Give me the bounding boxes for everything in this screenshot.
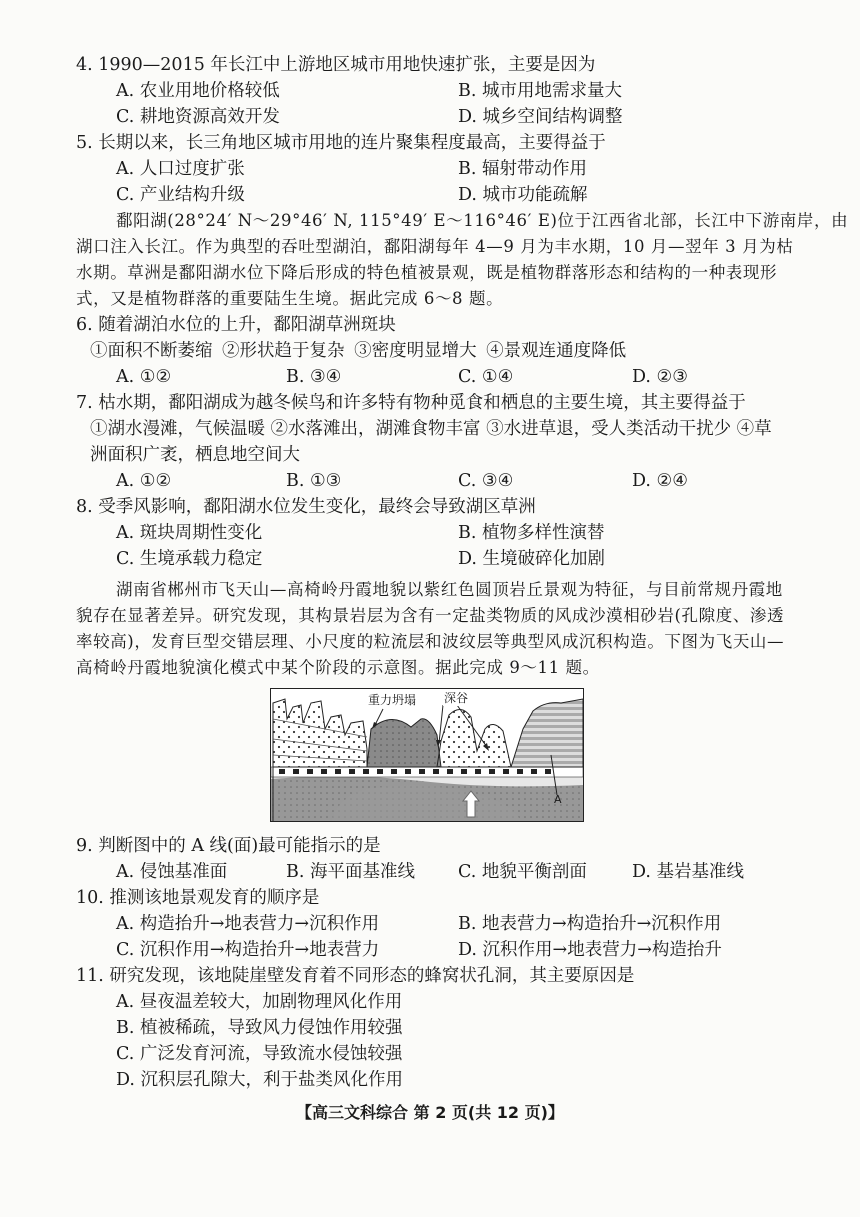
q6-option-a[interactable]: A. ①② (116, 367, 172, 387)
q6-items: ①面积不断萎缩 ②形状趋于复杂 ③密度明显增大 ④景观连通度降低 (90, 341, 627, 361)
q10-stem: 10. 推测该地景观发育的顺序是 (76, 888, 320, 908)
q11-option-a[interactable]: A. 昼夜温差较大，加剧物理风化作用 (116, 992, 403, 1012)
q11-option-d[interactable]: D. 沉积层孔隙大，利于盐类风化作用 (116, 1070, 404, 1090)
passage2-line: 貌存在显著差异。研究发现，其构景岩层为含有一定盐类物质的风成沙漠相砂岩(孔隙度、渗透 (76, 606, 785, 625)
q6-option-d[interactable]: D. ②③ (632, 367, 688, 387)
landform-cross-section-drawing (271, 689, 583, 821)
danxia-landform-diagram (270, 688, 584, 822)
q7-option-c[interactable]: C. ③④ (458, 471, 514, 491)
page-footer: 【高三文科综合 第 2 页(共 12 页)】 (296, 1103, 564, 1122)
q4-option-d[interactable]: D. 城乡空间结构调整 (458, 107, 623, 127)
q9-option-c[interactable]: C. 地貌平衡剖面 (458, 862, 587, 882)
q5-option-c[interactable]: C. 产业结构升级 (116, 185, 245, 205)
passage2-line: 湖南省郴州市飞天山—高椅岭丹霞地貌以紫红色圆顶岩丘景观为特征，与目前常规丹霞地 (116, 580, 783, 599)
q7-option-d[interactable]: D. ②④ (632, 471, 688, 491)
q5-stem: 5. 长期以来，长三角地区城市用地的连片聚集程度最高，主要得益于 (76, 133, 606, 153)
label-line-a: A (554, 793, 562, 806)
passage1-line: 水期。草洲是鄱阳湖水位下降后形成的特色植被景观，既是植物群落形态和结构的一种表现形 (76, 263, 778, 282)
q9-option-d[interactable]: D. 基岩基准线 (632, 862, 745, 882)
q7-option-b[interactable]: B. ①③ (286, 471, 342, 491)
passage2-line: 率较高)，发育巨型交错层理、小尺度的粒流层和波纹层等典型风成沉积构造。下图为飞天山— (76, 632, 785, 651)
q8-option-d[interactable]: D. 生境破碎化加剧 (458, 549, 606, 569)
q11-option-c[interactable]: C. 广泛发育河流，导致流水侵蚀较强 (116, 1044, 403, 1064)
q4-option-b[interactable]: B. 城市用地需求量大 (458, 81, 622, 101)
q10-option-a[interactable]: A. 构造抬升→地表营力→沉积作用 (116, 914, 380, 934)
q4-option-a[interactable]: A. 农业用地价格较低 (116, 81, 280, 101)
q4-option-c[interactable]: C. 耕地资源高效开发 (116, 107, 280, 127)
passage1-line: 湖口注入长江。作为典型的吞吐型湖泊，鄱阳湖每年 4—9 月为丰水期，10 月—翌年 3 月为枯 (76, 237, 794, 256)
passage1-line: 式，又是植物群落的重要陆生生境。据此完成 6～8 题。 (76, 289, 504, 308)
q7-option-a[interactable]: A. ①② (116, 471, 172, 491)
label-deep-valley: 深谷 (444, 691, 469, 705)
q4-stem: 4. 1990—2015 年长江中上游地区城市用地快速扩张，主要是因为 (76, 55, 596, 75)
q11-stem: 11. 研究发现，该地陡崖壁发育着不同形态的蜂窝状孔洞，其主要原因是 (76, 966, 635, 986)
q11-option-b[interactable]: B. 植被稀疏，导致风力侵蚀作用较强 (116, 1018, 403, 1038)
passage2-line: 高椅岭丹霞地貌演化模式中某个阶段的示意图。据此完成 9～11 题。 (76, 658, 600, 677)
q7-items-line2: 洲面积广袤，栖息地空间大 (90, 445, 300, 465)
q6-option-c[interactable]: C. ①④ (458, 367, 514, 387)
q8-stem: 8. 受季风影响，鄱阳湖水位发生变化，最终会导致湖区草洲 (76, 497, 536, 517)
q5-option-b[interactable]: B. 辐射带动作用 (458, 159, 587, 179)
q6-stem: 6. 随着湖泊水位的上升，鄱阳湖草洲斑块 (76, 315, 396, 335)
q9-option-b[interactable]: B. 海平面基准线 (286, 862, 415, 882)
passage1-line: 鄱阳湖(28°24′ N～29°46′ N, 115°49′ E～116°46′ E)位于江西省北部，长江中下游南岸，由 (116, 211, 849, 230)
q10-option-c[interactable]: C. 沉积作用→构造抬升→地表营力 (116, 940, 380, 960)
q5-option-a[interactable]: A. 人口过度扩张 (116, 159, 245, 179)
q8-option-a[interactable]: A. 斑块周期性变化 (116, 523, 263, 543)
q9-option-a[interactable]: A. 侵蚀基准面 (116, 862, 228, 882)
q10-option-d[interactable]: D. 沉积作用→地表营力→构造抬升 (458, 940, 722, 960)
q8-option-b[interactable]: B. 植物多样性演替 (458, 523, 605, 543)
q10-option-b[interactable]: B. 地表营力→构造抬升→沉积作用 (458, 914, 722, 934)
q6-option-b[interactable]: B. ③④ (286, 367, 342, 387)
q7-items-line1: ①湖水漫滩，气候温暖 ②水落滩出，湖滩食物丰富 ③水进草退，受人类活动干扰少 ④草 (90, 419, 772, 439)
label-gravity-collapse: 重力坍塌 (368, 693, 417, 707)
q5-option-d[interactable]: D. 城市功能疏解 (458, 185, 588, 205)
q9-stem: 9. 判断图中的 A 线(面)最可能指示的是 (76, 836, 381, 856)
q8-option-c[interactable]: C. 生境承载力稳定 (116, 549, 263, 569)
q7-stem: 7. 枯水期，鄱阳湖成为越冬候鸟和许多特有物种觅食和栖息的主要生境，其主要得益于 (76, 393, 746, 413)
